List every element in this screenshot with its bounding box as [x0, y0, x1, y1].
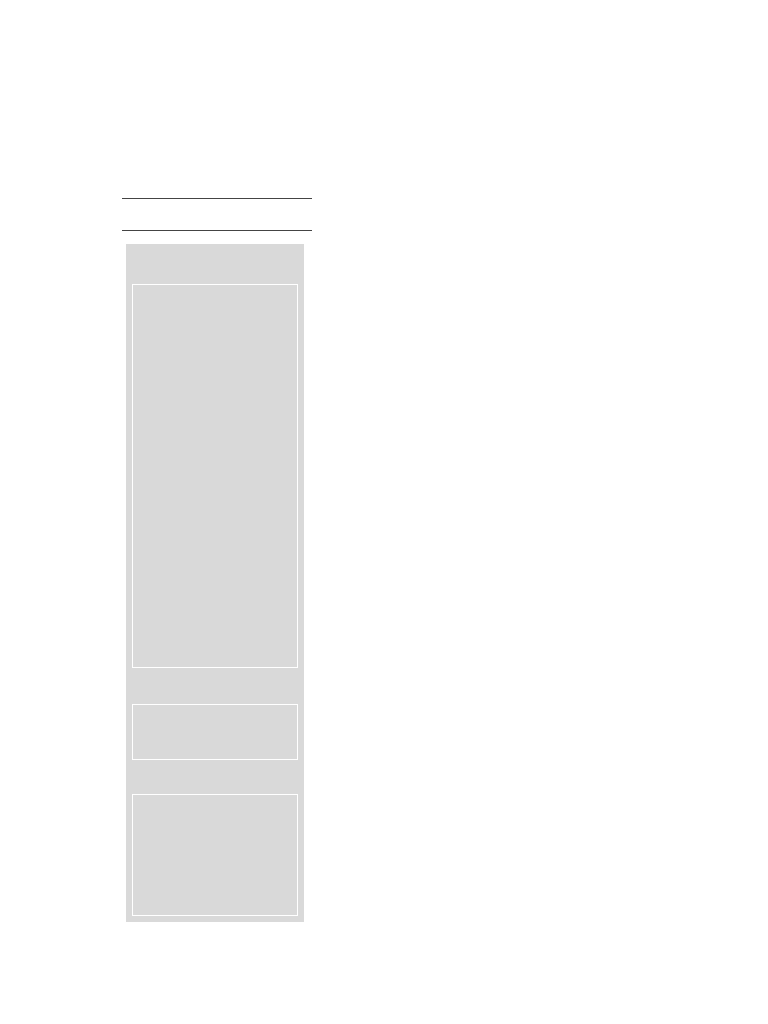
divider — [122, 230, 312, 231]
authors-box — [132, 284, 298, 668]
keywords-box — [132, 794, 298, 916]
correspondence-box — [132, 704, 298, 760]
journal-logo — [116, 86, 306, 182]
divider — [122, 198, 312, 199]
